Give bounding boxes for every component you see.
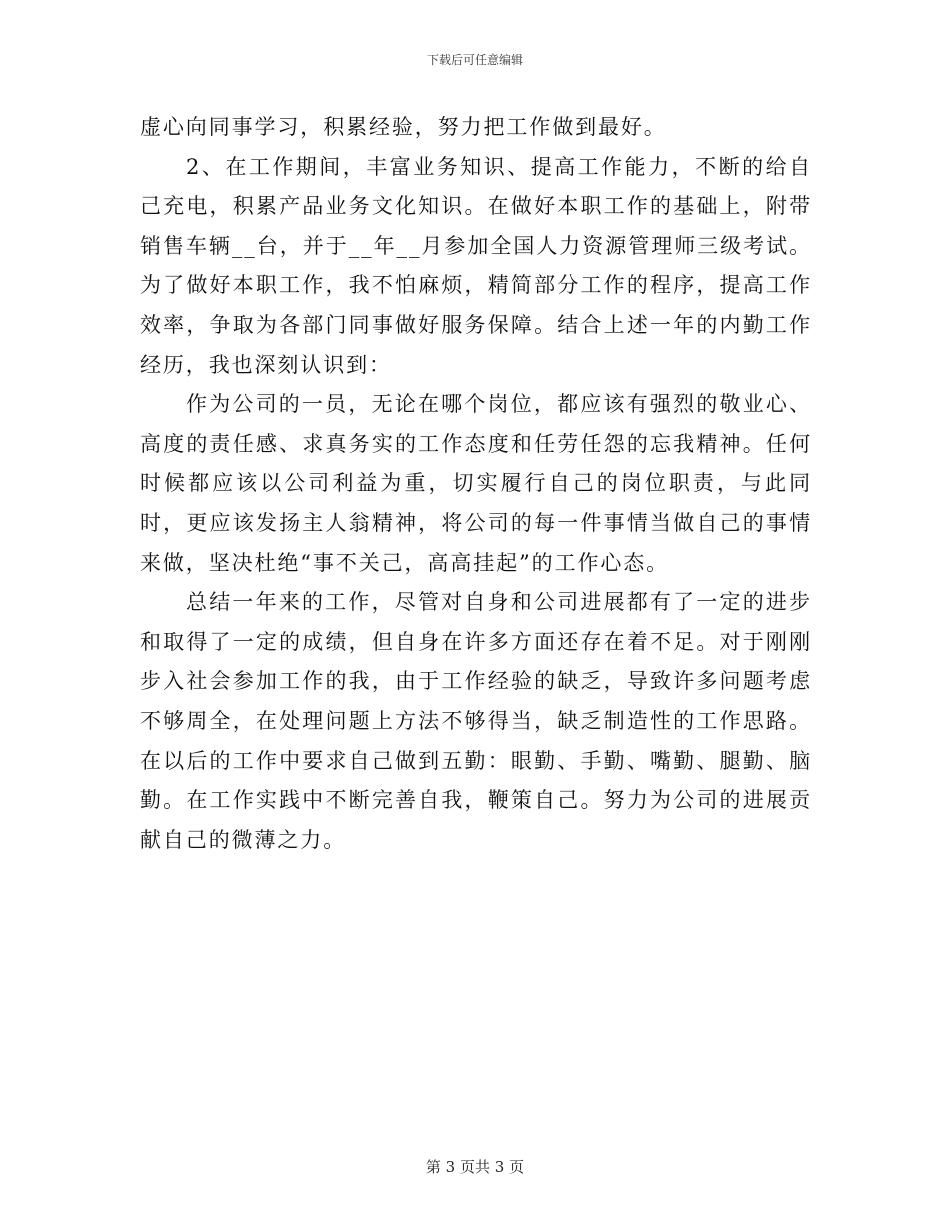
page-number-footer: 第 3 页共 3 页 xyxy=(425,1158,525,1176)
paragraph-year-summary: 总结一年来的工作，尽管对自身和公司进展都有了一定的进步和取得了一定的成绩，但自身在许多方面还存在着不足。对于刚刚步入社会参加工作的我，由于工作经验的缺乏，导致许多问题考虑不够周全，在处理问题上方法不够得当，缺乏制造性的工作思路。在以后的工作中要求自己做到五勤：眼勤、手勤、嘴勤、腿勤、脑勤。在工作实践中不断完善自我，鞭策自己。努力为公司的进展贡献自己的微薄之力。 xyxy=(140,590,812,852)
page-header-note: 下载后可任意编辑 xyxy=(426,53,523,67)
paragraph-company-member: 作为公司的一员，无论在哪个岗位，都应该有强烈的敬业心、高度的责任感、求真务实的工作态度和任劳任怨的忘我精神。任何时候都应该以公司利益为重，切实履行自己的岗位职责，与此同时，更应该发扬主人翁精神，将公司的每一件事情当做自己的事情来做，坚决杜绝“事不关己，高高挂起”的工作心态。 xyxy=(140,392,812,575)
paragraph-work-period: 2、在工作期间，丰富业务知识、提高工作能力，不断的给自己充电，积累产品业务文化知识。在做好本职工作的基础上，附带销售车辆__台，并于__年__月参加全国人力资源管理师三级考试。为了做好本职工作，我不怕麻烦，精简部分工作的程序，提高工作效率，争取为各部门同事做好服务保障。结合上述一年的内勤工作经历，我也深刻认识到： xyxy=(140,154,812,377)
document-body xyxy=(140,108,812,860)
paragraph-continuation: 虚心向同事学习，积累经验，努力把工作做到最好。 xyxy=(140,115,667,139)
